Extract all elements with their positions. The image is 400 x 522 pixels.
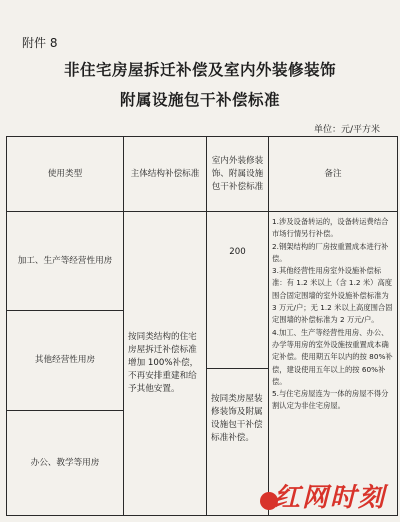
table-border-right [397, 136, 398, 516]
watermark-brand: 红网时刻 [273, 483, 386, 513]
remark-item: 4.加工、生产等经营性用房、办公、办学等用房的室外设施按重置成本确定补偿。使用期五年以内的按 80%补偿，建设使用五年以上的按 60%补偿。 [272, 327, 393, 386]
remark-item: 1.涉及设备转运的，设备转运费结合市场行情另行补偿。 [272, 217, 389, 239]
column-separator-2 [206, 136, 207, 516]
unit-label: 单位：元/平方米 [313, 125, 380, 135]
attachment-label: 附件 8 [22, 36, 58, 50]
use-type-other-commercial: 其他经营性用房 [34, 355, 96, 365]
compensation-table [6, 136, 398, 516]
main-standard-text: 按同类结构的住宅房屋拆迁补偿标准增加 100%补偿，不再安排重建和给予其他安置。 [128, 332, 199, 394]
header-remarks: 备注 [324, 168, 342, 179]
remark-item: 3.其他经营性用房室外设施补偿标准：有 1.2 米以上（含 1.2 米）高度围合固定围墙的室外设施补偿标准为 3 万元/户；无 1.2 米以上高度围合固定围墙的补偿标准为 2 万元/户。 [272, 266, 393, 325]
header-decoration-standard: 室内外装修装饰、附属设施包干补偿标准 [211, 155, 264, 192]
title-line-2: 附属设施包干补偿标准 [119, 91, 280, 109]
header-use-type: 使用类型 [47, 168, 83, 179]
remark-item: 5.与住宅房屋连为一体的房屋不得分割认定为非住宅房屋。 [272, 389, 389, 411]
table-border-bottom [6, 515, 398, 516]
use-type-office-education: 办公、教学等用房 [30, 457, 100, 468]
remarks-list [272, 216, 395, 413]
use-type-industrial: 加工、生产等经营性用房 [17, 255, 113, 266]
title-line-1: 非住宅房屋拆迁补偿及室内外装修装饰 [63, 61, 336, 79]
decoration-text-lower: 按同类房屋装修装饰及附属设施包干补偿标准补偿。 [211, 394, 263, 443]
remark-item: 2.钢架结构的厂房按重置成本进行补偿。 [272, 241, 389, 263]
decoration-value: 200 [229, 246, 246, 257]
header-main-standard: 主体结构补偿标准 [130, 168, 200, 179]
